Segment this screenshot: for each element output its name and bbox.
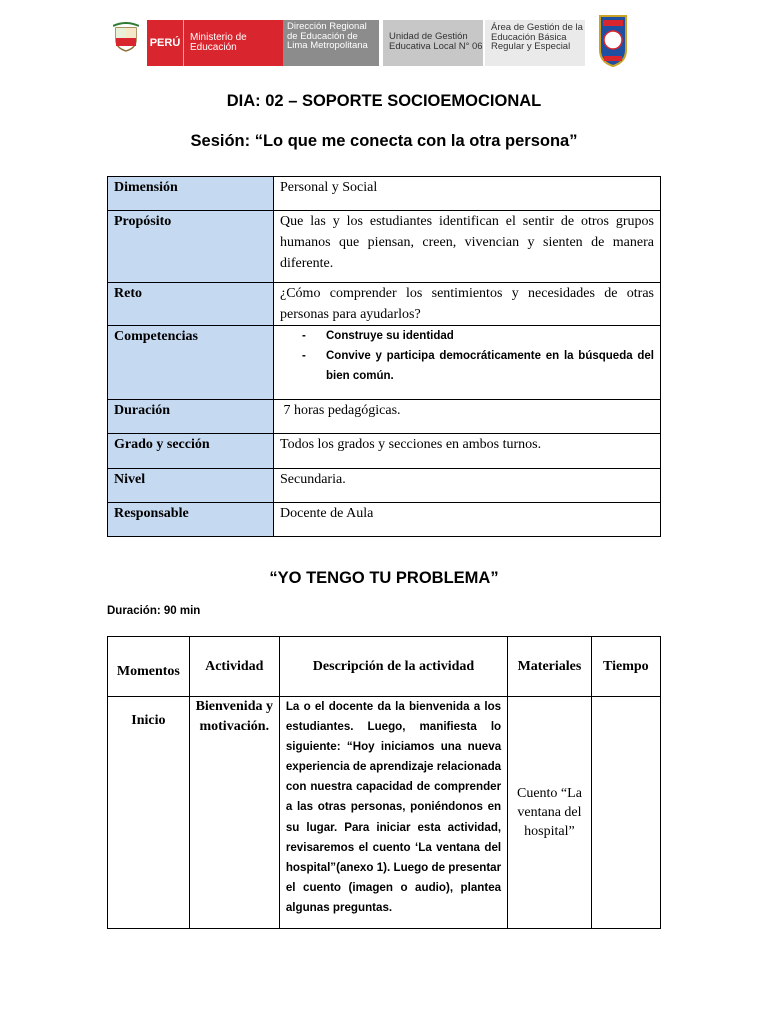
duracion-value [274,400,661,434]
competencias-label: Competencias [108,326,274,400]
table-row [108,469,661,503]
ugel-logo: Unidad de Gestión Educativa Local N° 06 [383,20,483,66]
header-materiales: Materiales [508,637,592,697]
table-header-row [108,637,661,697]
header-logos [113,12,633,68]
actividad-cell: Bienvenida y motivación. [189,697,279,929]
header-descripcion: Descripción de la actividad [279,637,507,697]
dre-logo: Dirección Regional de Educación de Lima Metropolitana [283,20,379,66]
duracion-text: 7 horas pedagógicas. [283,403,401,418]
activity-title: “YO TENGO TU PROBLEMA” [269,569,499,587]
nivel-label: Nivel [108,469,274,503]
agebre-logo: Área de Gestión de la Educación Básica Regular y Especial [485,20,585,66]
responsable-label: Responsable [108,503,274,537]
tiempo-cell [591,697,660,929]
table-row [108,177,661,211]
session-title: Sesión: “Lo que me conecta con la otra persona” [190,132,578,150]
nivel-value: Secundaria. [274,469,661,503]
activity-duration: Duración: 90 min [107,605,201,617]
competencia-text: Convive y participa democráticamente en la búsqueda del bien común. [326,350,654,382]
peru-coat-of-arms-icon [113,22,139,52]
ministerio-label: Ministerio de Educación [183,20,284,66]
responsable-value: Docente de Aula [274,503,661,537]
table-row [108,326,661,400]
grado-label: Grado y sección [108,434,274,469]
reto-value: ¿Cómo comprender los sentimientos y necesidades de otras personas para ayudarlos? [274,283,661,326]
list-item: - Construye su identidad [302,330,454,342]
list-item: - Convive y participa democráticamente en la búsqueda del bien común. [302,350,654,382]
proposito-label: Propósito [108,211,274,283]
competencias-value [274,326,661,400]
table-row [108,283,661,326]
table-row [108,400,661,434]
materiales-cell: Cuento “La ventana del hospital” [508,697,592,929]
reto-label: Reto [108,283,274,326]
grado-value: Todos los grados y secciones en ambos turnos. [274,434,661,469]
table-row [108,434,661,469]
competencias-list [280,326,654,386]
dimension-value: Personal y Social [274,177,661,211]
day-title: DIA: 02 – SOPORTE SOCIOEMOCIONAL [226,92,542,110]
duracion-label: Duración [108,400,274,434]
header-tiempo: Tiempo [591,637,660,697]
momento-cell: Inicio [108,697,190,929]
table-row [108,211,661,283]
table-row [108,503,661,537]
minedu-logo [147,20,284,66]
table-row [108,697,661,929]
header-momentos: Momentos [108,637,190,697]
proposito-value: Que las y los estudiantes identifican el sentir de otros grupos humanos que piensan, creen, vivencian y sienten de manera diferente. [274,211,661,283]
dimension-label: Dimensión [108,177,274,211]
peru-label: PERÚ [147,20,183,66]
session-info-table [107,176,661,537]
activity-table [107,636,661,929]
school-shield-icon [598,12,628,68]
header-actividad: Actividad [189,637,279,697]
competencia-text: Construye su identidad [326,330,454,342]
descripcion-cell: La o el docente da la bienvenida a los estudiantes. Luego, manifiesta lo siguiente: “Hoy iniciamos una nueva experiencia de aprendizaje relacionada con nuestra capacidad de comprender a las otras personas, poniéndonos en su lugar. Para iniciar esta actividad, revisaremos el cuento ‘La ventana del hospital”(anexo 1). Luego de presentar el cuento (imagen o audio), plantea algunas preguntas. [279,697,507,929]
